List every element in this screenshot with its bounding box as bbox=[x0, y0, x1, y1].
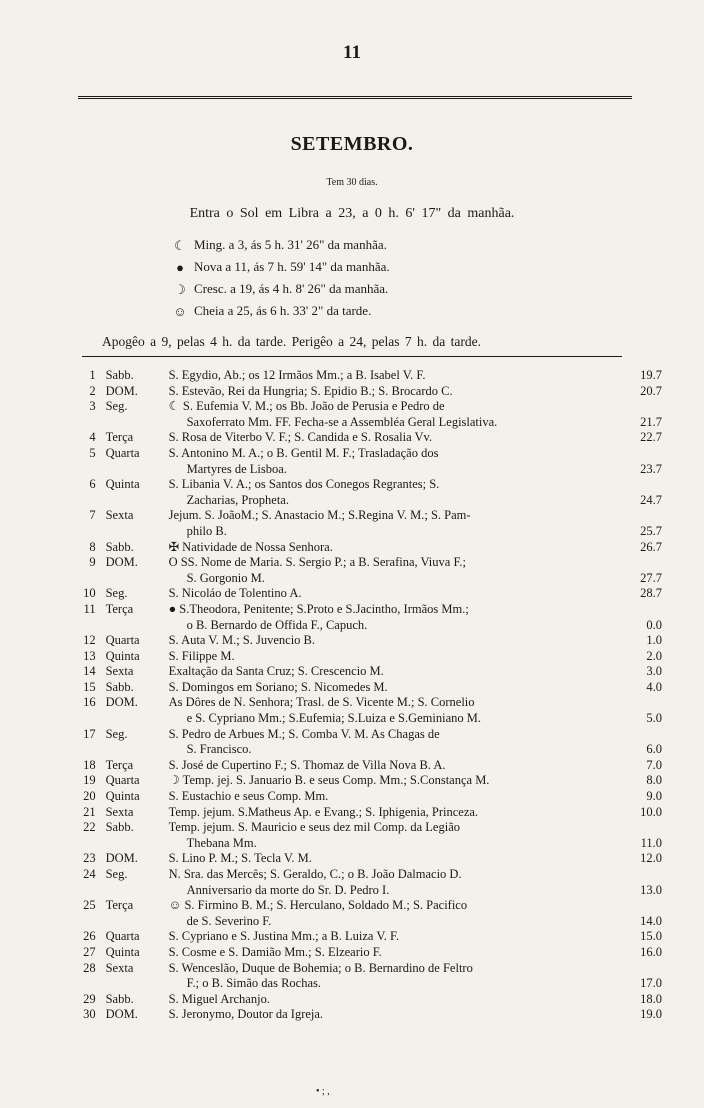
saints-entry bbox=[169, 961, 610, 992]
moon-age: 24.7 bbox=[640, 492, 662, 507]
moon-age: 3.0 bbox=[646, 664, 662, 679]
moon-age: 23.7 bbox=[640, 461, 662, 476]
day-number: 9 bbox=[89, 555, 96, 570]
calendar-row bbox=[72, 680, 662, 696]
day-number: 28 bbox=[83, 960, 96, 975]
day-number: 22 bbox=[83, 820, 96, 835]
day-number: 20 bbox=[83, 789, 96, 804]
entry-line: S. José de Cupertino F.; S. Thomaz de Villa Nova B. A. bbox=[168, 757, 446, 772]
moon-age: 20.7 bbox=[640, 383, 662, 398]
entry-line: Jejum. S. JoãoM.; S. Anastacio M.; S.Regina V. M.; S. Pam- bbox=[168, 508, 471, 523]
entry-line: S. Jeronymo, Doutor da Igreja. bbox=[168, 1007, 324, 1022]
moon-age: 6.0 bbox=[646, 742, 662, 757]
calendar-row bbox=[72, 1007, 662, 1023]
saints-entry bbox=[169, 508, 610, 539]
entry-line: ✠ Natividade de Nossa Senhora. bbox=[168, 539, 333, 554]
saints-entry bbox=[169, 368, 610, 384]
entry-line: ☾ S. Eufemia V. M.; os Bb. João de Perusia e Pedro de bbox=[168, 399, 445, 414]
full-moon-icon: ☺ bbox=[173, 304, 187, 319]
saints-entry bbox=[169, 805, 610, 821]
moon-age: 26.7 bbox=[640, 539, 662, 554]
moon-age: 16.0 bbox=[640, 944, 662, 959]
weekday: Sabb. bbox=[105, 991, 134, 1006]
entry-line: Exaltação da Santa Cruz; S. Crescencio M. bbox=[168, 664, 384, 679]
day-number: 15 bbox=[83, 679, 96, 694]
entry-line: Temp. jejum. S. Mauricio e seus dez mil Comp. da Legião bbox=[168, 820, 461, 835]
weekday: Quinta bbox=[105, 648, 140, 663]
entry-line: S. Pedro de Arbues M.; S. Comba V. M. As Chagas de bbox=[168, 726, 440, 741]
entry-line: S. Francisco. bbox=[186, 742, 252, 757]
weekday: Terça bbox=[105, 601, 134, 616]
saints-entry bbox=[169, 898, 610, 929]
entry-line: e S. Cypriano Mm.; S.Eufemia; S.Luiza e S.Geminiano M. bbox=[186, 711, 481, 726]
saints-entry bbox=[169, 680, 610, 696]
calendar-row bbox=[72, 508, 662, 539]
day-number: 14 bbox=[83, 664, 96, 679]
moon-age: 1.0 bbox=[646, 633, 662, 648]
moon-age: 25.7 bbox=[640, 523, 662, 538]
entry-line: Saxoferrato Mm. FF. Fecha-se a Assembléa Geral Legislativa. bbox=[186, 414, 498, 429]
moon-age: 19.7 bbox=[640, 368, 662, 382]
entry-line: de S. Severino F. bbox=[186, 913, 272, 928]
new-moon-icon: ● bbox=[176, 260, 184, 275]
weekday: Quarta bbox=[105, 773, 140, 788]
moon-age: 21.7 bbox=[640, 414, 662, 429]
weekday: Seg. bbox=[105, 586, 128, 601]
saints-entry bbox=[169, 929, 610, 945]
moon-age: 8.0 bbox=[646, 773, 662, 788]
calendar-row bbox=[72, 477, 662, 508]
calendar-row bbox=[72, 898, 662, 929]
calendar-row bbox=[72, 773, 662, 789]
moon-age: 2.0 bbox=[646, 648, 662, 663]
entry-line: ☺ S. Firmino B. M.; S. Herculano, Soldado M.; S. Pacifico bbox=[168, 898, 468, 913]
moon-age: 19.0 bbox=[640, 1007, 662, 1022]
weekday: Sabb. bbox=[105, 820, 134, 835]
entry-line: S. Miguel Archanjo. bbox=[168, 991, 270, 1006]
calendar-row bbox=[72, 446, 662, 477]
entry-line: F.; o B. Simão das Rochas. bbox=[186, 976, 321, 991]
calendar-table bbox=[72, 368, 662, 1023]
saints-entry bbox=[169, 664, 610, 680]
entry-line: As Dôres de N. Senhora; Trasl. de S. Vicente M.; S. Cornelio bbox=[168, 695, 475, 710]
moon-age: 5.0 bbox=[646, 711, 662, 726]
saints-entry bbox=[169, 773, 610, 789]
moon-age: 12.0 bbox=[640, 851, 662, 866]
calendar-row bbox=[72, 758, 662, 774]
calendar-row bbox=[72, 992, 662, 1008]
first-quarter-moon-icon: ☽ bbox=[174, 282, 186, 297]
entry-line: o B. Bernardo de Offida F., Capuch. bbox=[186, 617, 368, 632]
moon-age: 28.7 bbox=[640, 586, 662, 601]
moon-age: 11.0 bbox=[640, 835, 662, 850]
day-number: 24 bbox=[83, 867, 96, 881]
page-number: 11 bbox=[343, 42, 361, 63]
day-number: 1 bbox=[89, 368, 96, 382]
calendar-row bbox=[72, 384, 662, 400]
entry-line: ☽ Temp. jej. S. Januario B. e seus Comp. Mm.; S.Constança M. bbox=[168, 773, 490, 788]
calendar-row bbox=[72, 695, 662, 726]
entry-line: N. Sra. das Mercês; S. Geraldo, C.; o B. João Dalmacio D. bbox=[168, 867, 462, 881]
calendar-row bbox=[72, 820, 662, 851]
moon-phase bbox=[172, 300, 572, 322]
calendar-row bbox=[72, 602, 662, 633]
moon-phase bbox=[172, 234, 572, 256]
saints-entry bbox=[169, 384, 610, 400]
day-number: 30 bbox=[83, 1007, 96, 1022]
entry-line: S. Filippe M. bbox=[168, 648, 235, 663]
moon-age: 22.7 bbox=[640, 430, 662, 445]
weekday: Sabb. bbox=[105, 368, 134, 382]
entry-line: S. Wenceslão, Duque de Bohemia; o B. Bernardino de Feltro bbox=[168, 960, 473, 975]
weekday: Seg. bbox=[105, 867, 128, 881]
entry-line: S. Lino P. M.; S. Tecla V. M. bbox=[168, 851, 312, 866]
day-number: 19 bbox=[83, 773, 96, 788]
entry-line: S. Nicoláo de Tolentino A. bbox=[168, 586, 302, 601]
entry-line: S. Libania V. A.; os Santos dos Conegos Regrantes; S. bbox=[168, 477, 440, 492]
entry-line: philo B. bbox=[186, 523, 227, 538]
calendar-row bbox=[72, 368, 662, 384]
moon-age: 9.0 bbox=[646, 789, 662, 804]
moon-age: 14.0 bbox=[640, 913, 662, 928]
weekday: DOM. bbox=[105, 851, 138, 866]
weekday: DOM. bbox=[105, 383, 138, 398]
moon-age: 18.0 bbox=[640, 991, 662, 1006]
entry-line: Temp. jejum. S.Matheus Ap. e Evang.; S. Iphigenia, Princeza. bbox=[168, 804, 479, 819]
day-number: 13 bbox=[83, 648, 96, 663]
entry-line: O SS. Nome de Maria. S. Sergio P.; a B. Serafina, Viuva F.; bbox=[168, 555, 467, 570]
saints-entry bbox=[169, 399, 610, 430]
calendar-row bbox=[72, 805, 662, 821]
moon-phase bbox=[172, 278, 572, 300]
entry-line: S. Rosa de Viterbo V. F.; S. Candida e S. Rosalia Vv. bbox=[168, 430, 433, 445]
weekday: Sabb. bbox=[105, 679, 134, 694]
weekday: Sabb. bbox=[105, 539, 134, 554]
entry-line: Martyres de Lisboa. bbox=[186, 461, 287, 476]
moon-age: 15.0 bbox=[640, 929, 662, 944]
day-number: 23 bbox=[83, 851, 96, 866]
weekday: Seg. bbox=[105, 399, 128, 414]
last-quarter-moon-icon: ☾ bbox=[174, 238, 186, 253]
weekday: Sexta bbox=[105, 960, 134, 975]
entry-line: S. Cosme e S. Damião Mm.; S. Elzeario F. bbox=[168, 944, 382, 959]
day-number: 21 bbox=[83, 804, 96, 819]
saints-entry bbox=[169, 446, 610, 477]
moon-phases bbox=[172, 234, 572, 322]
moon-age: 27.7 bbox=[640, 570, 662, 585]
moon-age: 17.0 bbox=[640, 976, 662, 991]
sun-entry: Entra o Sol em Libra a 23, a 0 h. 6' 17" da manhãa. bbox=[189, 206, 515, 221]
weekday: Sexta bbox=[105, 508, 134, 523]
weekday: Terça bbox=[105, 898, 134, 913]
moon-phase-text: Cheia a 25, ás 6 h. 33' 2" da tarde. bbox=[194, 303, 372, 318]
saints-entry bbox=[169, 695, 610, 726]
day-number: 12 bbox=[83, 633, 96, 648]
weekday: Terça bbox=[105, 757, 134, 772]
entry-line: Anniversario da morte do Sr. D. Pedro I. bbox=[186, 882, 390, 897]
moon-phase-text: Ming. a 3, ás 5 h. 31' 26" da manhãa. bbox=[194, 237, 387, 252]
entry-line: S. Estevão, Rei da Hungria; S. Epidio B.; S. Brocardo C. bbox=[168, 383, 453, 398]
day-number: 16 bbox=[83, 695, 96, 710]
moon-phase bbox=[172, 256, 572, 278]
entry-line: S. Antonino M. A.; o B. Gentil M. F.; Trasladação dos bbox=[168, 445, 439, 460]
calendar-row bbox=[72, 586, 662, 602]
saints-entry bbox=[169, 649, 610, 665]
day-number: 27 bbox=[83, 944, 96, 959]
saints-entry bbox=[169, 867, 610, 898]
calendar-row bbox=[72, 961, 662, 992]
saints-entry bbox=[169, 992, 610, 1008]
entry-line: ● S.Theodora, Penitente; S.Proto e S.Jacintho, Irmãos Mm.; bbox=[168, 601, 469, 616]
weekday: DOM. bbox=[105, 695, 138, 710]
day-number: 17 bbox=[83, 726, 96, 741]
calendar-row bbox=[72, 945, 662, 961]
calendar-row bbox=[72, 851, 662, 867]
day-number: 2 bbox=[89, 383, 96, 398]
saints-entry bbox=[169, 430, 610, 446]
entry-line: S. Gorgonio M. bbox=[186, 570, 265, 585]
weekday: DOM. bbox=[105, 555, 138, 570]
entry-line: Thebana Mm. bbox=[186, 835, 257, 850]
weekday: Terça bbox=[105, 430, 134, 445]
saints-entry bbox=[169, 633, 610, 649]
weekday: Quarta bbox=[105, 445, 140, 460]
moon-age: 7.0 bbox=[646, 757, 662, 772]
saints-entry bbox=[169, 602, 610, 633]
calendar-row bbox=[72, 430, 662, 446]
calendar-row bbox=[72, 929, 662, 945]
calendar-row bbox=[72, 555, 662, 586]
weekday: Seg. bbox=[105, 726, 128, 741]
weekday: Sexta bbox=[105, 804, 134, 819]
entry-line: Zacharias, Propheta. bbox=[186, 492, 289, 507]
weekday: Quarta bbox=[105, 633, 140, 648]
moon-phase-text: Cresc. a 19, ás 4 h. 8' 26" da manhãa. bbox=[194, 281, 389, 296]
header-rule bbox=[78, 96, 632, 102]
saints-entry bbox=[169, 586, 610, 602]
saints-entry bbox=[169, 945, 610, 961]
moon-age: 0.0 bbox=[646, 617, 662, 632]
month-days: Tem 30 dias. bbox=[326, 177, 378, 188]
saints-entry bbox=[169, 555, 610, 586]
moon-phase-text: Nova a 11, ás 7 h. 59' 14" da manhãa. bbox=[194, 259, 390, 274]
calendar-row bbox=[72, 789, 662, 805]
entry-line: S. Auta V. M.; S. Juvencio B. bbox=[168, 633, 316, 648]
moon-age: 4.0 bbox=[646, 679, 662, 694]
saints-entry bbox=[169, 540, 610, 556]
apogee-perigee: Apogêo a 9, pelas 4 h. da tarde. Perigêo a 24, pelas 7 h. da tarde. bbox=[102, 334, 482, 349]
calendar-row bbox=[72, 664, 662, 680]
weekday: Quinta bbox=[105, 944, 140, 959]
day-number: 5 bbox=[89, 445, 96, 460]
saints-entry bbox=[169, 820, 610, 851]
calendar-row bbox=[72, 727, 662, 758]
saints-entry bbox=[169, 789, 610, 805]
moon-age: 13.0 bbox=[640, 882, 662, 897]
saints-entry bbox=[169, 758, 610, 774]
weekday: DOM. bbox=[105, 1007, 138, 1022]
moon-age: 10.0 bbox=[640, 804, 662, 819]
day-number: 8 bbox=[89, 539, 96, 554]
day-number: 3 bbox=[89, 399, 96, 414]
saints-entry bbox=[169, 727, 610, 758]
day-number: 25 bbox=[83, 898, 96, 913]
day-number: 18 bbox=[83, 757, 96, 772]
calendar-row bbox=[72, 649, 662, 665]
calendar-row bbox=[72, 540, 662, 556]
saints-entry bbox=[169, 477, 610, 508]
entry-line: S. Cypriano e S. Justina Mm.; a B. Luiza V. F. bbox=[168, 929, 400, 944]
weekday: Quarta bbox=[105, 929, 140, 944]
calendar-row bbox=[72, 867, 662, 898]
day-number: 29 bbox=[83, 991, 96, 1006]
day-number: 26 bbox=[83, 929, 96, 944]
footer-mark: • ; , bbox=[316, 1086, 330, 1097]
entry-line: S. Domingos em Soriano; S. Nicomedes M. bbox=[168, 679, 388, 694]
calendar-row bbox=[72, 399, 662, 430]
saints-entry bbox=[169, 1007, 610, 1023]
entry-line: S. Egydio, Ab.; os 12 Irmãos Mm.; a B. Isabel V. F. bbox=[168, 368, 426, 382]
weekday: Quinta bbox=[105, 789, 140, 804]
day-number: 6 bbox=[89, 477, 96, 492]
day-number: 11 bbox=[83, 601, 96, 616]
weekday: Quinta bbox=[105, 477, 140, 492]
day-number: 4 bbox=[89, 430, 96, 445]
saints-entry bbox=[169, 851, 610, 867]
month-title: SETEMBRO. bbox=[290, 133, 414, 155]
divider bbox=[82, 356, 622, 357]
entry-line: S. Eustachio e seus Comp. Mm. bbox=[168, 789, 329, 804]
weekday: Sexta bbox=[105, 664, 134, 679]
day-number: 7 bbox=[89, 508, 96, 523]
calendar-row bbox=[72, 633, 662, 649]
day-number: 10 bbox=[83, 586, 96, 601]
